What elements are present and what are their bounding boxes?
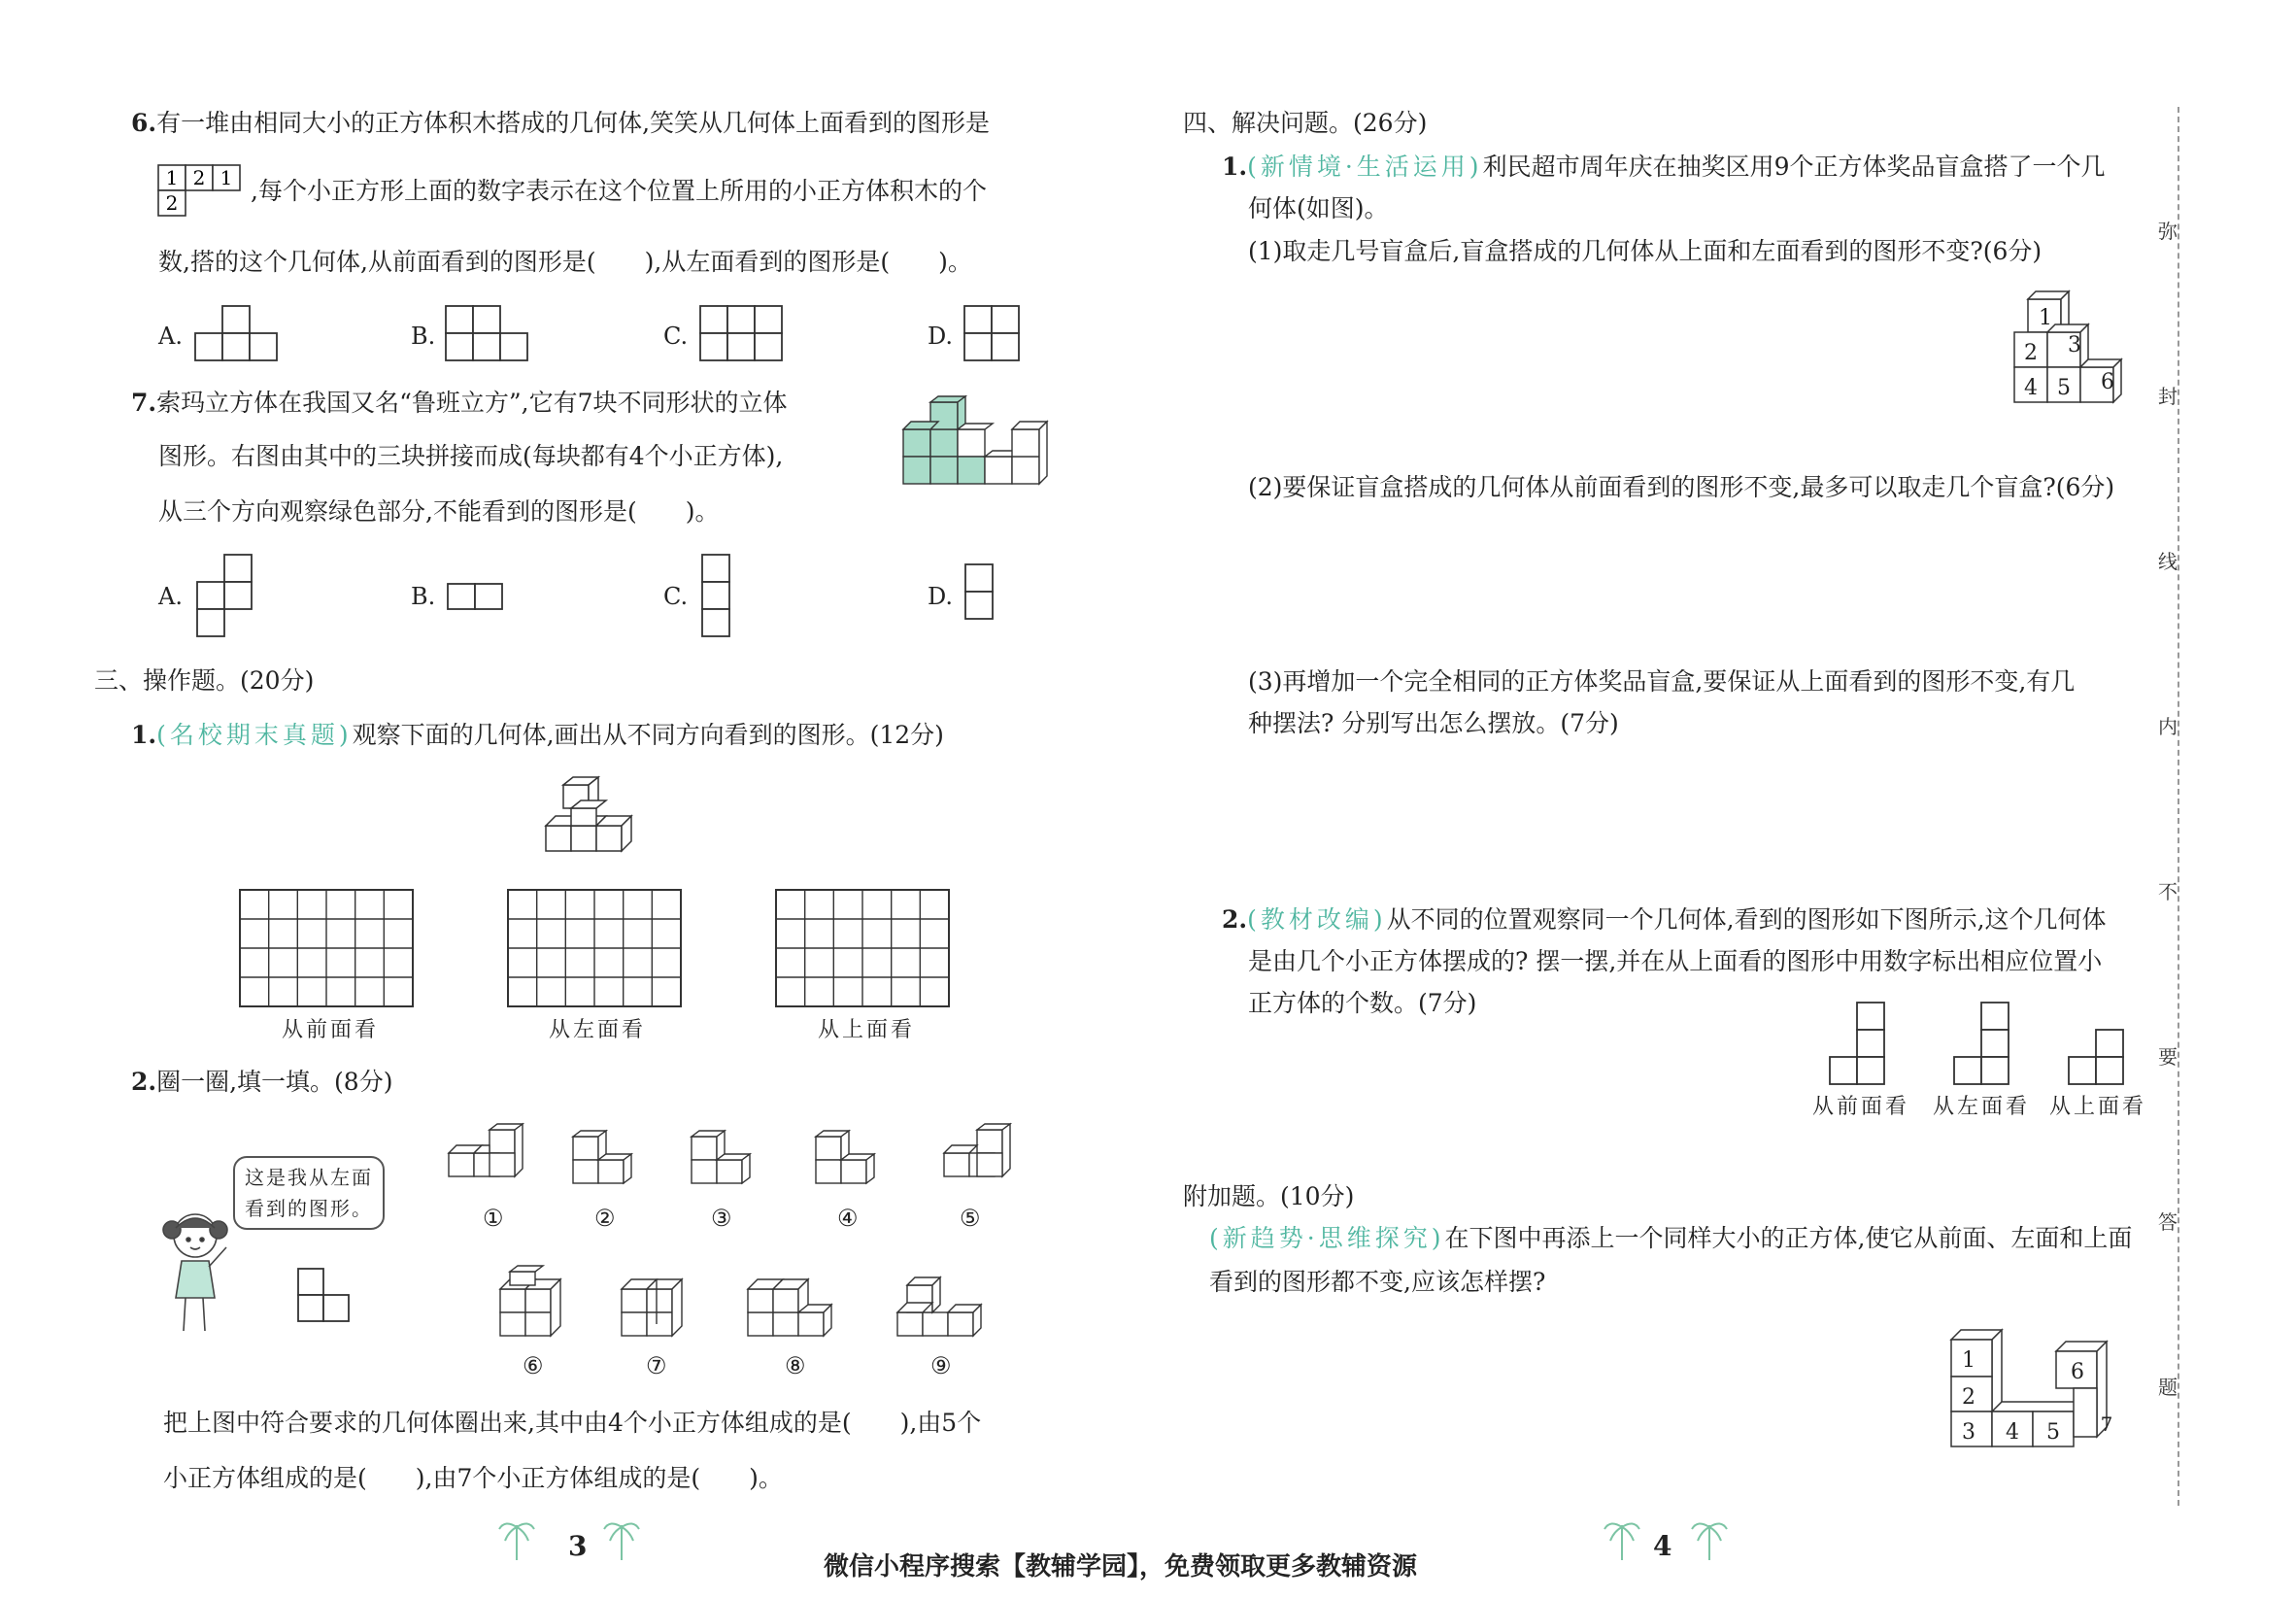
page-number-left: 3	[568, 1530, 588, 1562]
solid-label-2: ②	[594, 1205, 616, 1232]
r-q2-front-view	[1828, 1001, 1896, 1088]
q7-number: 7.	[131, 389, 157, 417]
solid-label-1: ①	[483, 1205, 504, 1232]
seal-line	[2178, 107, 2181, 1506]
r-q2-left-view	[1952, 1001, 2020, 1088]
bonus-text1: 在下图中再添上一个同样大小的正方体,使它从前面、左面和上面	[1444, 1224, 2133, 1252]
q7-line1	[131, 387, 788, 420]
solid-label-3: ③	[711, 1205, 732, 1232]
r-q2-top-view[interactable]	[2067, 1028, 2135, 1088]
grid-caption-front: 从前面看	[282, 1018, 380, 1042]
q6-text1: 有一堆由相同大小的正方体积木搭成的几何体,笑笑从几何体上面看到的图形是	[156, 109, 991, 137]
solid-label-7: ⑦	[646, 1352, 667, 1379]
r-q1-number: 1.	[1222, 153, 1248, 181]
solid-label-9: ⑨	[930, 1352, 952, 1379]
q7-option-b-figure[interactable]	[447, 583, 505, 612]
q6-number: 6.	[131, 109, 157, 137]
q7-option-d-figure[interactable]	[964, 563, 996, 622]
solid-6[interactable]	[498, 1266, 586, 1344]
r-q1-text1: 利民超市周年庆在抽奖区用9个正方体奖品盲盒搭了一个几	[1482, 153, 2106, 181]
palm-icon	[1603, 1515, 1641, 1564]
r-q1-sub2: (2)要保证盲盒搭成的几何体从前面看到的图形不变,最多可以取走几个盲盒?(6分)	[1248, 473, 2115, 501]
r-q1-sub3-line2: 种摆法? 分别写出怎么摆放。(7分)	[1248, 709, 1619, 737]
r-q2-caption-top: 从上面看	[2049, 1095, 2147, 1119]
bonus-cube-label: 2	[1962, 1385, 1975, 1410]
palm-icon	[1690, 1515, 1729, 1564]
left-view-shape	[297, 1268, 355, 1326]
q6-option-d-label: D.	[928, 323, 954, 350]
bonus-tag: (新趋势·思维探究)	[1209, 1224, 1445, 1252]
s3-q1-number: 1.	[131, 721, 157, 749]
q6-line3: 数,搭的这个几何体,从前面看到的图形是( ),从左面看到的图形是( )。	[158, 248, 972, 276]
solid-label-4: ④	[837, 1205, 859, 1232]
blind-box-figure	[2010, 291, 2137, 418]
q7-text1: 索玛立方体在我国又名“鲁班立方”,它有7块不同形状的立体	[156, 389, 788, 417]
solid-7[interactable]	[620, 1266, 707, 1344]
grid-caption-top: 从上面看	[818, 1018, 916, 1042]
seal-char: 要	[2158, 1045, 2178, 1069]
section3-title: 三、操作题。(20分)	[94, 666, 315, 695]
q6-option-a-figure[interactable]	[194, 304, 282, 362]
seal-char: 题	[2158, 1376, 2178, 1399]
r-q2-caption-front: 从前面看	[1812, 1095, 1910, 1119]
s3-q2-fill-line1: 把上图中符合要求的几何体圈出来,其中由4个小正方体组成的是( ),由5个	[163, 1409, 982, 1437]
r-q1-tag: (新情境·生活运用)	[1247, 153, 1483, 181]
box-label: 4	[2024, 376, 2038, 400]
solid-2[interactable]	[571, 1129, 658, 1191]
q6-digit: 1	[219, 166, 233, 189]
q6-top-view-figure	[158, 165, 246, 220]
q6-digit: 2	[192, 166, 206, 189]
q6-option-c-label: C.	[663, 323, 689, 350]
solid-9[interactable]	[895, 1266, 1002, 1344]
q6-option-b-label: B.	[411, 323, 436, 350]
r-q2-line3: 正方体的个数。(7分)	[1248, 989, 1477, 1017]
solid-label-6: ⑥	[523, 1352, 544, 1379]
q6-line1	[131, 107, 990, 140]
r-q2-caption-left: 从左面看	[1933, 1095, 2031, 1119]
page-number-right: 4	[1653, 1530, 1672, 1562]
solid-8[interactable]	[746, 1266, 853, 1344]
seal-char: 内	[2158, 715, 2178, 738]
s3-q1-text: 观察下面的几何体,画出从不同方向看到的图形。(12分)	[352, 721, 944, 749]
solid-4[interactable]	[814, 1129, 901, 1191]
r-q2-number: 2.	[1222, 905, 1248, 934]
seal-char: 弥	[2158, 220, 2178, 243]
r-q2-text1: 从不同的位置观察同一个几何体,看到的图形如下图所示,这个几何体	[1386, 905, 2107, 934]
solid-3[interactable]	[690, 1129, 777, 1191]
q7-option-d-label: D.	[928, 583, 954, 610]
s3-q2-fill-line2: 小正方体组成的是( ),由7个小正方体组成的是( )。	[163, 1464, 783, 1492]
q6-digit: 1	[165, 166, 179, 189]
q7-option-a-figure[interactable]	[196, 554, 254, 641]
s3-q2-number: 2.	[131, 1068, 157, 1096]
q7-option-b-label: B.	[411, 583, 436, 610]
palm-icon	[602, 1515, 641, 1564]
bonus-cube-label: 5	[2046, 1420, 2060, 1445]
seal-char: 不	[2158, 880, 2178, 903]
girl-illustration	[158, 1205, 236, 1341]
solid-label-5: ⑤	[960, 1205, 981, 1232]
q6-option-b-figure[interactable]	[445, 304, 532, 362]
box-label: 6	[2101, 370, 2114, 394]
q7-option-c-figure[interactable]	[701, 554, 732, 641]
s3-q1-line	[131, 719, 944, 752]
q6-line2: ,每个小正方形上面的数字表示在这个位置上所用的小正方体积木的个	[251, 177, 987, 205]
r-q1-sub3-line1: (3)再增加一个完全相同的正方体奖品盲盒,要保证从上面看到的图形不变,有几	[1248, 667, 2076, 696]
s3-q2-text: 圈一圈,填一填。(8分)	[156, 1068, 393, 1096]
r-q2-line1	[1222, 903, 2107, 936]
box-label: 5	[2057, 376, 2071, 400]
seal-char: 线	[2158, 550, 2178, 573]
bonus-solid-figure	[1947, 1326, 2122, 1481]
palm-icon	[497, 1515, 536, 1564]
box-label: 1	[2039, 306, 2052, 330]
q6-option-c-figure[interactable]	[699, 304, 787, 362]
box-label: 3	[2068, 333, 2081, 357]
s3-q1-solid-figure	[544, 775, 651, 858]
bonus-line1	[1209, 1222, 2132, 1255]
q7-option-a-label: A.	[158, 583, 183, 610]
bonus-cube-label: 3	[1962, 1420, 1975, 1445]
q6-option-d-figure[interactable]	[963, 304, 1022, 362]
r-q1-line2: 何体(如图)。	[1248, 194, 1389, 222]
bubble-line2: 看到的图形。	[245, 1197, 373, 1220]
bonus-cube-label: 4	[2006, 1420, 2019, 1445]
bonus-cube-label: 6	[2071, 1360, 2084, 1384]
grid-front-view[interactable]	[239, 889, 414, 1007]
solid-5[interactable]	[942, 1122, 1030, 1190]
solid-1[interactable]	[447, 1122, 534, 1190]
girl-speech-bubble	[233, 1156, 385, 1230]
bonus-line2: 看到的图形都不变,应该怎样摆?	[1209, 1268, 1546, 1296]
q7-option-c-label: C.	[663, 583, 689, 610]
s3-q1-tag: (名校期末真题)	[156, 721, 353, 749]
q7-line3: 从三个方向观察绿色部分,不能看到的图形是( )。	[158, 497, 720, 526]
solid-label-8: ⑧	[785, 1352, 806, 1379]
r-q2-tag: (教材改编)	[1247, 905, 1387, 934]
section4-title: 四、解决问题。(26分)	[1183, 109, 1428, 137]
footer-banner: 微信小程序搜索【教辅学园】，免费领取更多教辅资源	[824, 1552, 1418, 1582]
q6-option-a-label: A.	[158, 323, 183, 350]
grid-left-view[interactable]	[507, 889, 682, 1007]
bonus-cube-label: 7	[2100, 1412, 2113, 1436]
q6-digit: 2	[165, 191, 179, 215]
bubble-line1: 这是我从左面	[245, 1166, 373, 1189]
seal-char: 答	[2158, 1210, 2178, 1234]
s3-q2-line	[131, 1066, 392, 1099]
bonus-cube-label: 1	[1962, 1348, 1975, 1373]
box-label: 2	[2024, 341, 2038, 365]
grid-caption-left: 从左面看	[549, 1018, 647, 1042]
r-q1-sub1: (1)取走几号盲盒后,盲盒搭成的几何体从上面和左面看到的图形不变?(6分)	[1248, 237, 2043, 265]
seal-char: 封	[2158, 385, 2178, 408]
soma-cube-figure	[901, 396, 1057, 493]
r-q2-line2: 是由几个小正方体摆成的? 摆一摆,并在从上面看的图形中用数字标出相应位置小	[1248, 947, 2103, 975]
bonus-title: 附加题。(10分)	[1183, 1182, 1355, 1210]
q7-line2: 图形。右图由其中的三块拼接而成(每块都有4个小正方体),	[158, 442, 784, 470]
r-q1-line1	[1222, 151, 2106, 184]
grid-top-view[interactable]	[775, 889, 950, 1007]
